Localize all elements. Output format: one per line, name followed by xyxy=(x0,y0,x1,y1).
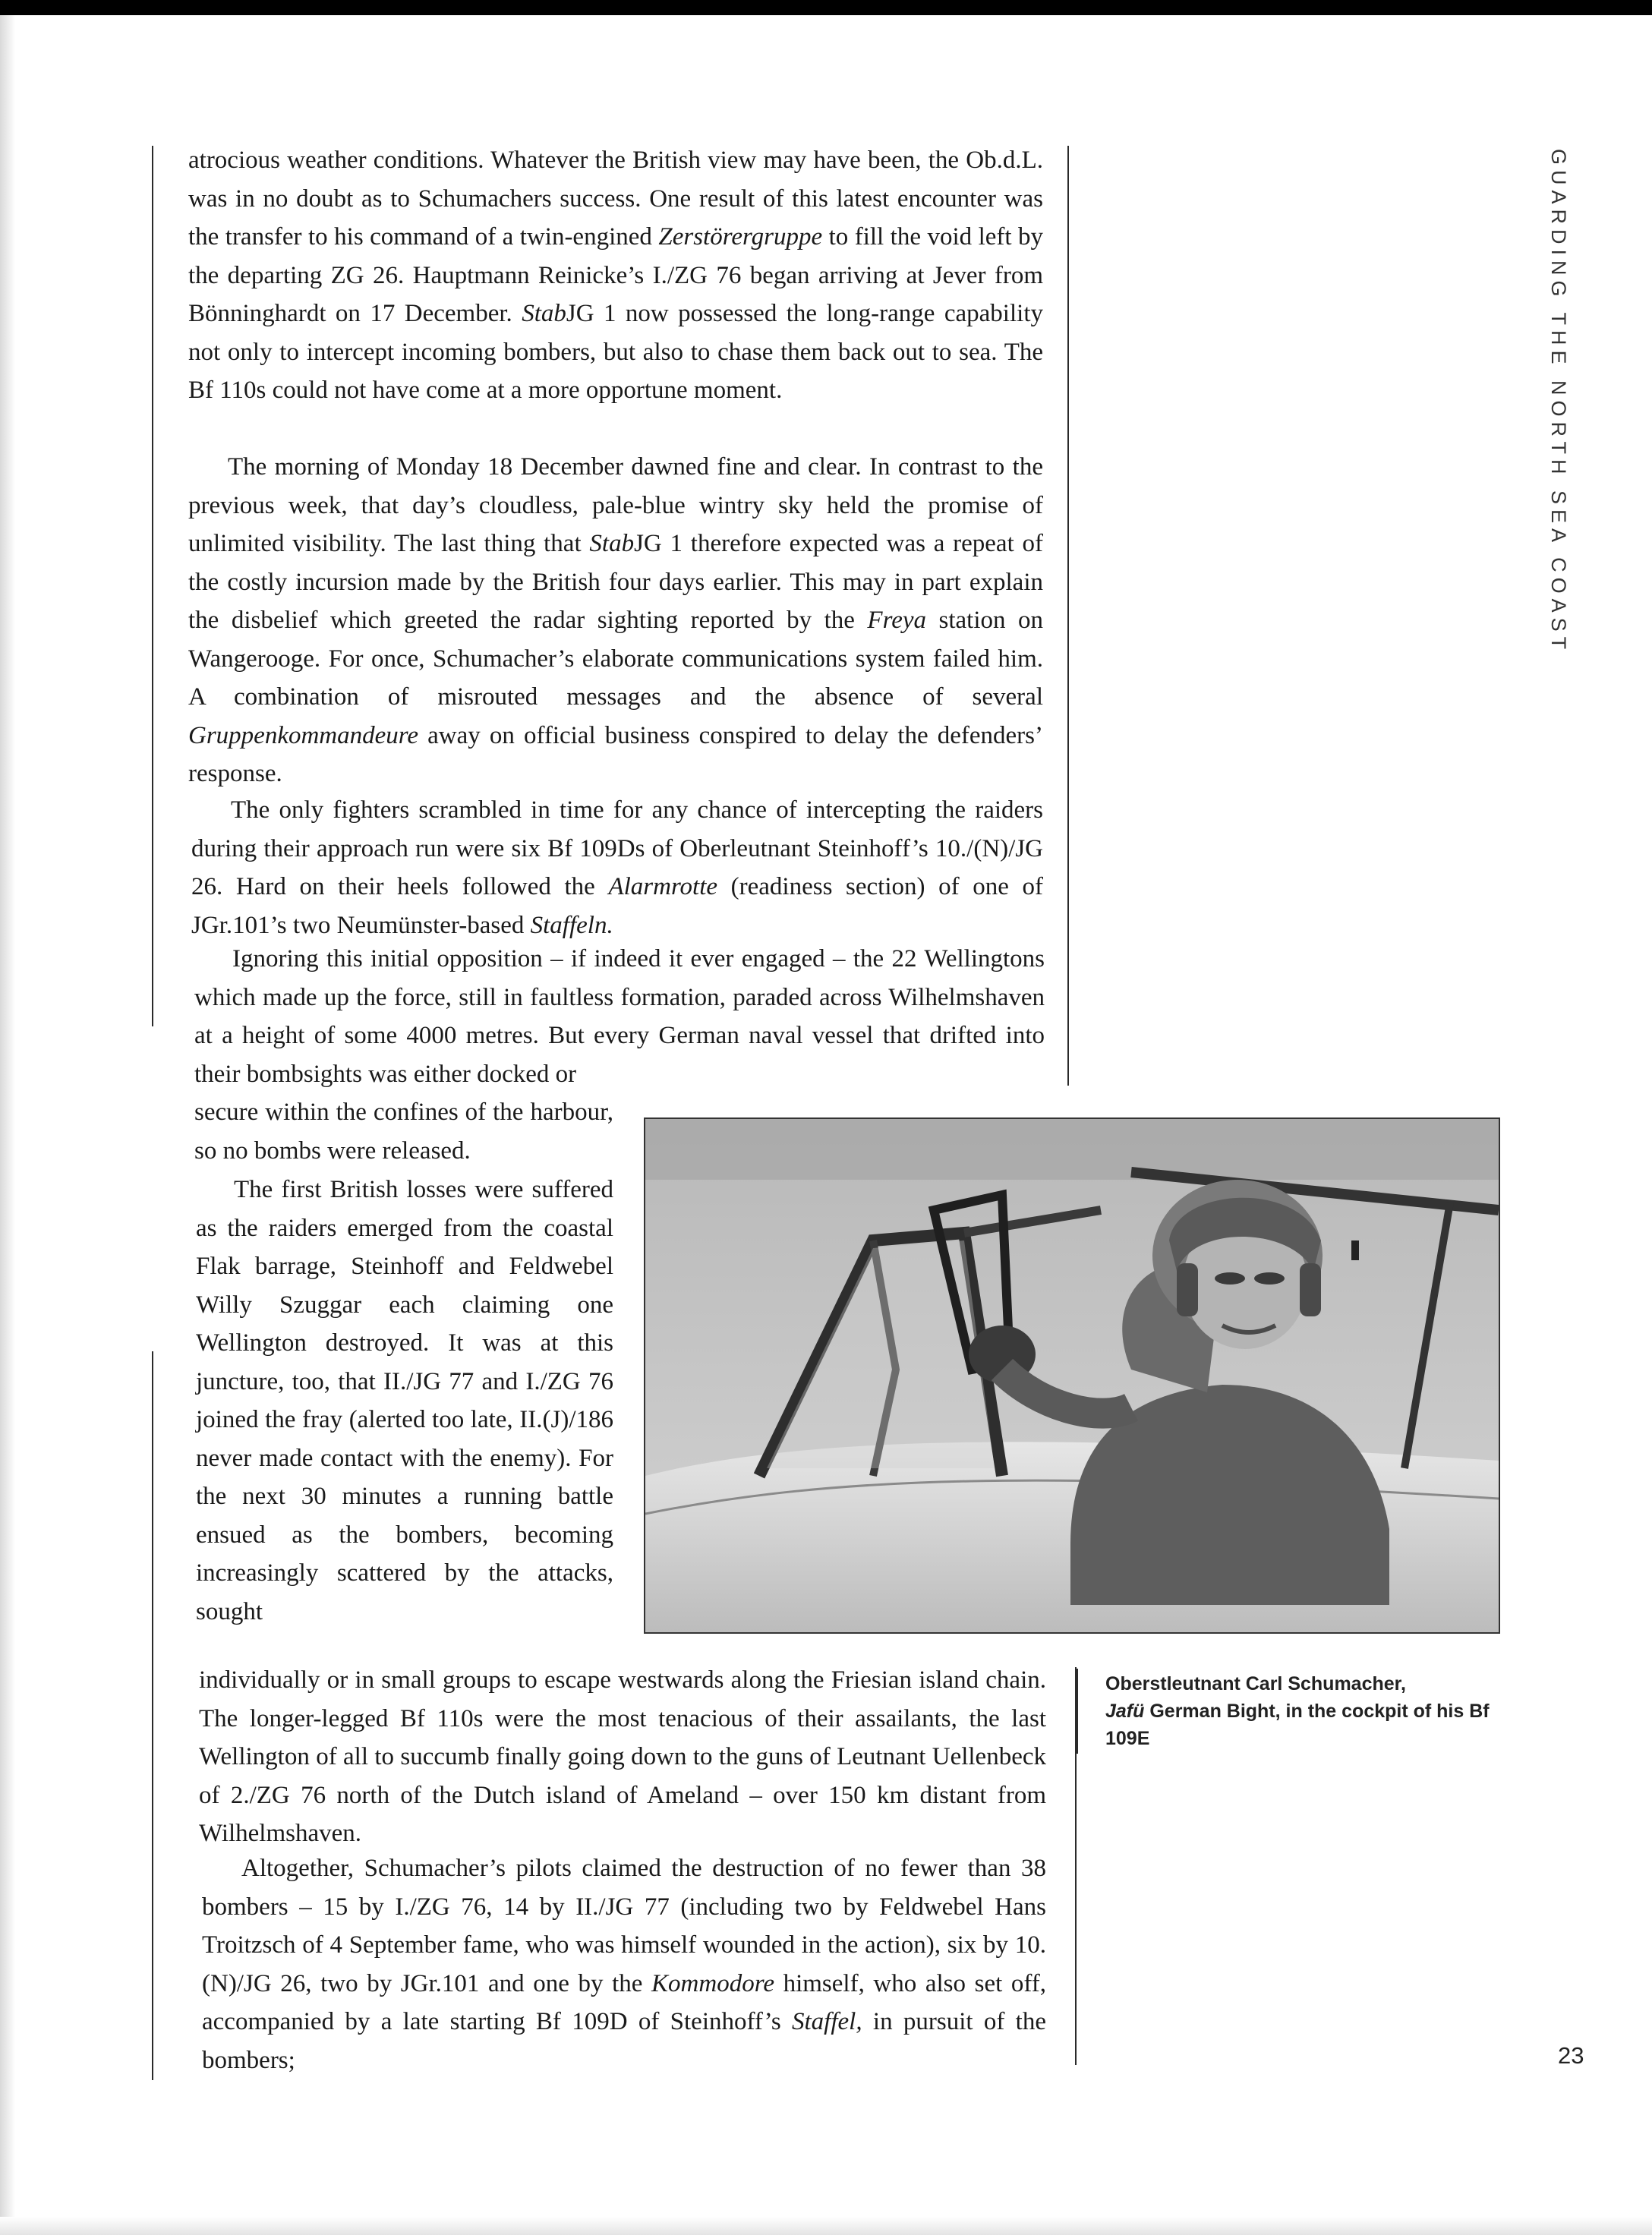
paragraph-2: The morning of Monday 18 December dawned fine and clear. In contrast to the previous week, that day’s cloudless, pale-blue wintry sky held the promise of unlimited visibility. The last thing that StabJG 1 therefore expected was a repeat of the costly incursion made by the British four days earlier. This may in part explain the disbelief which greeted the radar sighting reported by the Freya station on Wangerooge. For once, Schumacher’s elaborate communications system failed him. A combination of misrouted messages and the absence of several Gruppenkommandeure away on official business conspired to delay the defenders’ response. xyxy=(188,453,1043,787)
paragraph-1: atrocious weather conditions. Whatever the British view may have been, the Ob.d.L. was in no doubt as to Schumachers success. One result of this latest encounter was the transfer to his command of a twin-engined Zerstörergruppe to fill the void left by the departing ZG 26. Hauptmann Reinicke’s I./ZG 76 began arriving at Jever from Bönninghardt on 17 December. StabJG 1 now possessed the long-range capability not only to intercept incoming bombers, but also to chase them back out to sea. The Bf 110s could not have come at a more opportune moment. xyxy=(188,147,1044,404)
caption-rule xyxy=(1077,1669,1078,1754)
cockpit-photograph xyxy=(644,1118,1500,1634)
photo-illustration xyxy=(645,1119,1499,1632)
paragraph-4-continued: secure within the confines of the harbour, so no bombs were released. xyxy=(194,1099,613,1165)
paragraph-5-continued: individually or in small groups to escape westwards along the Friesian island chain. The longer-legged Bf 110s were the most tenacious of their assailants, the last Wellington of all to succumb finally going down to the guns of Leutnant Uellenbeck of 2./ZG 76 north of the Dutch island of Ameland – over 150 km distant from Wilhelmshaven. xyxy=(199,1666,1046,1847)
paragraph-3: The only fighters scrambled in time for any chance of intercepting the raiders during their approach run were six Bf 109Ds of Oberleutnant Steinhoff’s 10./(N)/JG 26. Hard on their heels followed the Alarmrotte (readiness section) of one of JGr.101’s two Neumünster-based Staffeln. xyxy=(191,796,1043,939)
column-rule-left-bottom xyxy=(152,1351,153,2080)
column-rule-left-top xyxy=(152,146,153,1026)
photo-caption: Oberstleutnant Carl Schumacher, Jafü German Bight, in the cockpit of his Bf 109E xyxy=(1105,1673,1490,1749)
paragraph-6: Altogether, Schumacher’s pilots claimed the destruction of no fewer than 38 bombers – 15 by I./ZG 76, 14 by II./JG 77 (including two by Feldwebel Hans Troitzsch of 4 September fame, who was himself wounded in the action), six by 10.(N)/JG 26, two by JGr.101 and one by the Kommodore himself, who also set off, accompanied by a late starting Bf 109D of Steinhoff’s Staffel, in pursuit of the bombers; xyxy=(202,1855,1047,2074)
paragraph-4: Ignoring this initial opposition – if indeed it ever engaged – the 22 Wellingtons which made up the force, still in faultless formation, paraded across Wilhelmshaven at a height of some 4000 metres. But every German naval vessel that drifted into their bombsights was either docked or xyxy=(194,945,1045,1088)
running-head: GUARDING THE NORTH SEA COAST xyxy=(1547,149,1570,655)
scan-top-edge xyxy=(0,0,1652,15)
scan-binding-shadow xyxy=(0,15,15,2235)
paragraph-5: The first British losses were suffered as the raiders emerged from the coastal Flak barrage, Steinhoff and Feldwebel Willy Szuggar each claiming one Wellington destroyed. It was at this juncture, too, that II./JG 77 and I./ZG 76 joined the fray (alerted too late, II.(J)/186 never made contact with the enemy). For the next 30 minutes a running battle ensued as the bombers, becoming increasingly scattered by the attacks, sought xyxy=(196,1176,613,1625)
column-rule-right-top xyxy=(1067,146,1069,1086)
page-number: 23 xyxy=(1558,2042,1584,2069)
scan-bottom-edge xyxy=(0,2217,1652,2235)
